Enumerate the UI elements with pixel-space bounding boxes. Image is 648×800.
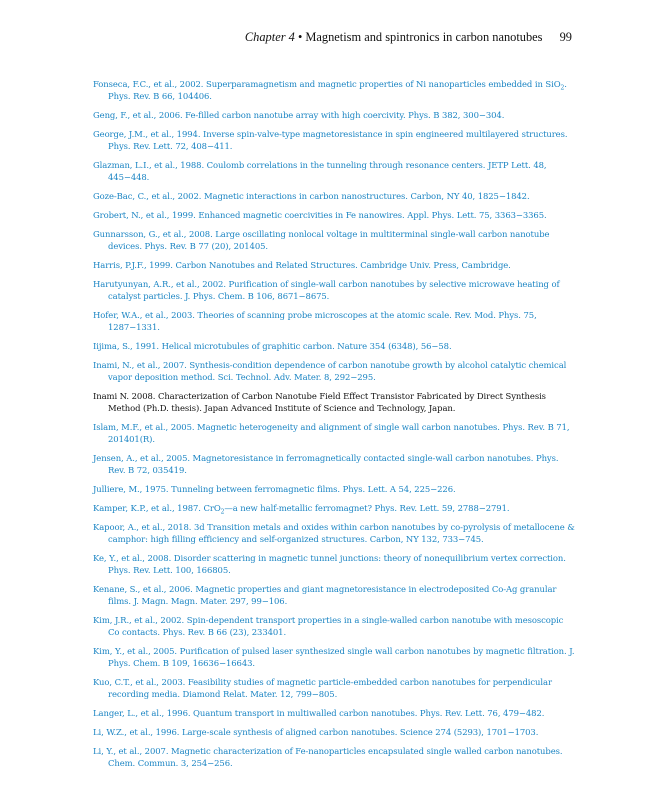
page-number: 99 [559,30,572,44]
reference-entry[interactable]: Grobert, N., et al., 1999. Enhanced magnetic coercivities in Fe nanowires. Appl. Phys. Lett. 75, 3363−3365. [93,210,547,220]
running-header [245,30,572,45]
reference-entry[interactable]: Kim, J.R., et al., 2002. Spin-dependent transport properties in a single-walled carbon nanotube with mesoscopic Co contacts. Phys. Rev. B 66 (23), 233401. [93,615,564,637]
reference-entry[interactable]: Harutyunyan, A.R., et al., 2002. Purification of single-wall carbon nanotubes by selective microwave heating of catalyst particles. J. Phys. Chem. B 106, 8671−8675. [93,279,560,301]
reference-list [93,78,575,776]
reference-text: . Phys. Rev. B 66, 104406. [108,79,567,101]
reference-text: —a new half-metallic ferromagnet? Phys. Rev. Lett. 59, 2788−2791. [224,503,510,513]
reference-entry[interactable]: Inami, N., et al., 2007. Synthesis-condition dependence of carbon nanotube growth by alcohol catalytic chemical vapor deposition method. Sci. Technol. Adv. Mater. 8, 292−295. [93,360,567,382]
reference-text: Fonseca, F.C., et al., 2002. Superparamagnetism and magnetic properties of Ni nanoparticles embedded in SiO [93,79,561,89]
reference-entry[interactable] [93,502,575,514]
reference-entry[interactable]: Ke, Y., et al., 2008. Disorder scattering in magnetic tunnel junctions: theory of nonequilibrium vertex correction. Phys. Rev. Lett. 100, 166805. [93,553,566,575]
subscript: 2 [220,508,225,516]
reference-entry[interactable]: Li, Y., et al., 2007. Magnetic characterization of Fe-nanoparticles encapsulated single walled carbon nanotubes. Chem. Commun. 3, 254−256. [93,746,563,768]
reference-entry[interactable]: Kim, Y., et al., 2005. Purification of pulsed laser synthesized single wall carbon nanotubes by magnetic filtration. J. Phys. Chem. B 109, 16636−16643. [93,646,575,668]
reference-entry[interactable]: Glazman, L.I., et al., 1988. Coulomb correlations in the tunneling through resonance centers. JETP Lett. 48, 445−448. [93,160,547,182]
reference-entry[interactable]: Hofer, W.A., et al., 2003. Theories of scanning probe microscopes at the atomic scale. Rev. Mod. Phys. 75, 1287−1331. [93,310,537,332]
reference-entry[interactable]: Goze-Bac, C., et al., 2002. Magnetic interactions in carbon nanostructures. Carbon, NY 40, 1825−1842. [93,191,530,201]
reference-entry[interactable]: Kenane, S., et al., 2006. Magnetic properties and giant magnetoresistance in electrodeposited Co-Ag granular films. J. Magn. Magn. Mater. 297, 99−106. [93,584,557,606]
reference-entry[interactable]: Iijima, S., 1991. Helical microtubules of graphitic carbon. Nature 354 (6348), 56−58. [93,341,452,351]
reference-entry[interactable]: Islam, M.F., et al., 2005. Magnetic heterogeneity and alignment of single wall carbon nanotubes. Phys. Rev. B 71, 201401(R). [93,422,570,444]
reference-entry: Inami N. 2008. Characterization of Carbon Nanotube Field Effect Transistor Fabricated by Direct Synthesis Method (Ph.D. thesis). Japan Advanced Institute of Science and Technology, Japan. [93,391,546,413]
reference-entry[interactable]: Julliere, M., 1975. Tunneling between ferromagnetic films. Phys. Lett. A 54, 225−226. [93,484,456,494]
reference-entry[interactable]: Gunnarsson, G., et al., 2008. Large oscillating nonlocal voltage in multiterminal single-wall carbon nanotube devices. Phys. Rev. B 77 (20), 201405. [93,229,550,251]
subscript: 2 [560,84,565,92]
reference-entry[interactable]: Langer, L., et al., 1996. Quantum transport in multiwalled carbon nanotubes. Phys. Rev. Lett. 76, 479−482. [93,708,545,718]
reference-entry[interactable]: Kapoor, A., et al., 2018. 3d Transition metals and oxides within carbon nanotubes by co-pyrolysis of metallocene & camphor: high filling efficiency and self-organized structures. Carbon, NY 132, 733−745. [93,522,575,544]
reference-text: Kamper, K.P., et al., 1987. CrO [93,503,221,513]
reference-entry[interactable]: Harris, P.J.F., 1999. Carbon Nanotubes and Related Structures. Cambridge Univ. Press, Cambridge. [93,260,511,270]
chapter-label: Chapter 4 [244,30,295,44]
reference-entry[interactable] [93,78,575,102]
reference-entry[interactable]: Kuo, C.T., et al., 2003. Feasibility studies of magnetic particle-embedded carbon nanotubes for perpendicular recording media. Diamond Relat. Mater. 12, 799−805. [93,677,552,699]
chapter-title: Magnetism and spintronics in carbon nanotubes [305,30,543,44]
reference-entry[interactable]: Jensen, A., et al., 2005. Magnetoresistance in ferromagnetically contacted single-wall carbon nanotubes. Phys. Rev. B 72, 035419. [93,453,559,475]
header-bullet: • [297,30,303,44]
reference-entry[interactable]: Li, W.Z., et al., 1996. Large-scale synthesis of aligned carbon nanotubes. Science 274 (5293), 1701−1703. [93,727,539,737]
reference-entry[interactable]: George, J.M., et al., 1994. Inverse spin-valve-type magnetoresistance in spin engineered multilayered structures. Phys. Rev. Lett. 72, 408−411. [93,129,568,151]
reference-entry[interactable]: Geng, F., et al., 2006. Fe-filled carbon nanotube array with high coercivity. Phys. B 382, 300−304. [93,110,505,120]
